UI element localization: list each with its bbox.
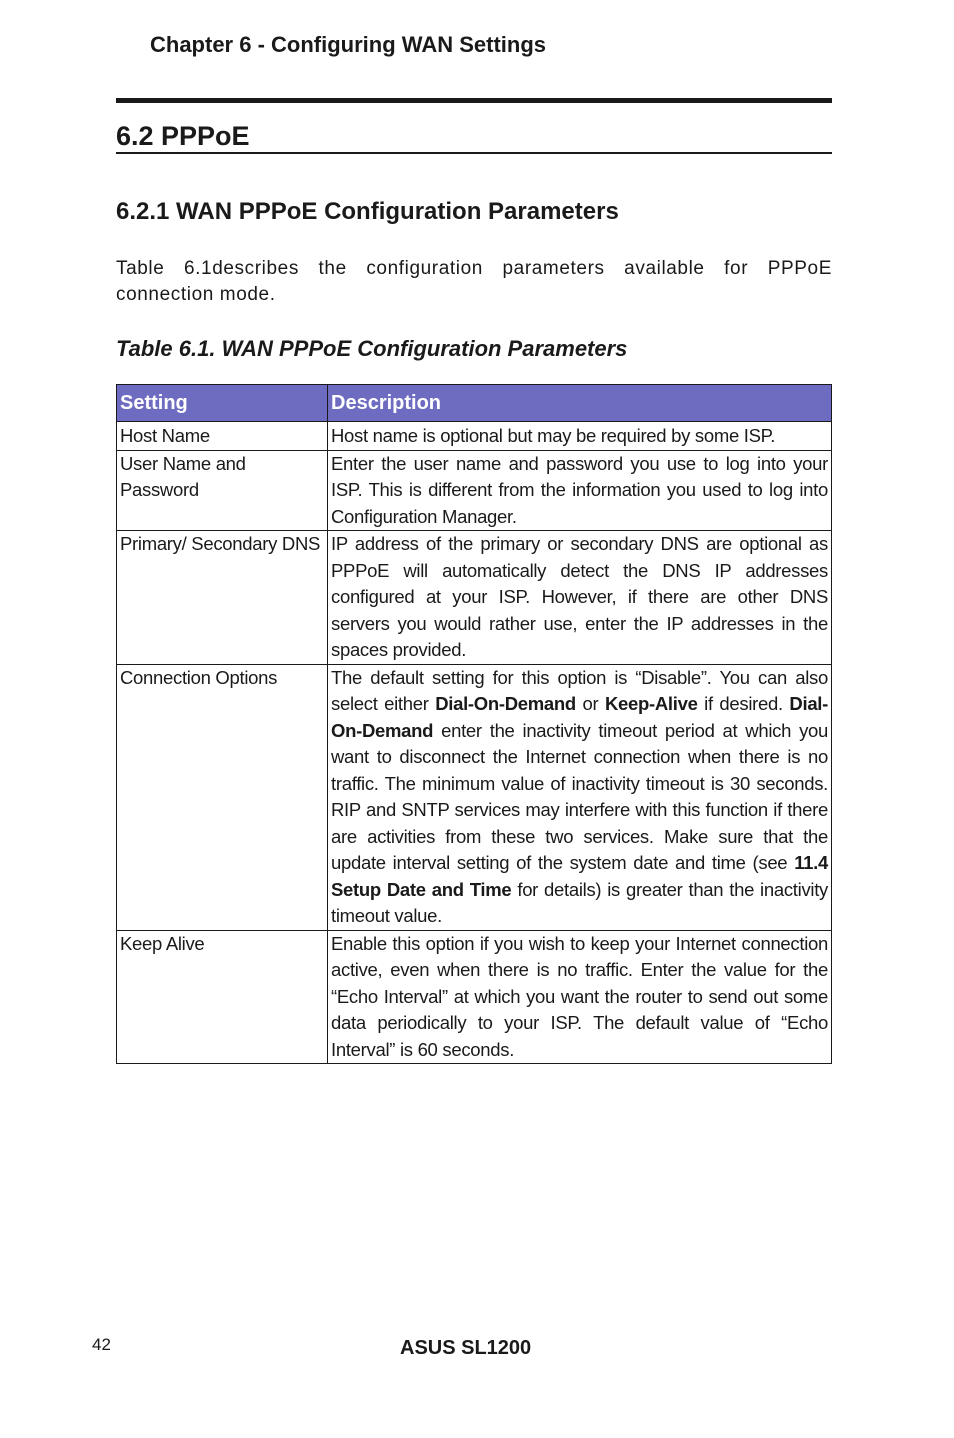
intro-paragraph: Table 6.1describes the configuration parameters available for PPPoE connection mode. (116, 258, 832, 305)
column-header-setting: Setting (117, 385, 328, 422)
desc-text: enter the inactivity timeout period at which you want to disconnect the Internet connection when there is no traffic. The minimum value of inactivity timeout is 30 seconds. RIP and SNTP services may interfere with this function if there are activities from these two services. Make sure that the update interval setting of the system date and time (see (331, 719, 828, 873)
table-caption: Table 6.1. WAN PPPoE Configuration Parameters (116, 336, 628, 361)
footer-product-name: ASUS SL1200 (400, 1337, 532, 1359)
setting-cell: Primary/ Secondary DNS (117, 531, 328, 665)
desc-bold-text: Keep-Alive (604, 693, 698, 714)
setting-cell: Host Name (117, 422, 328, 451)
desc-text: The default setting for this option is “Disable”. You can also select either (331, 666, 828, 714)
desc-bold-text: 11.4 Setup Date and Time (331, 852, 828, 900)
description-cell: Enter the user name and password you use to log into your ISP. This is different from the information you used to log into Configuration Manager. (328, 450, 832, 531)
setting-cell: User Name and Password (117, 450, 328, 531)
table-row (117, 930, 832, 1064)
desc-bold-text: Dial-On-Demand (435, 693, 576, 714)
header-rule (116, 98, 832, 103)
page-number: 42 (92, 1335, 111, 1354)
description-cell: Host name is optional but may be required by some ISP. (328, 422, 832, 451)
desc-text: or (575, 693, 605, 714)
column-header-description: Description (328, 385, 832, 422)
section-title: 6.2 PPPoE (116, 120, 832, 154)
table-header-row (117, 385, 832, 422)
table-row (117, 531, 832, 665)
table-row (117, 422, 832, 451)
parameters-table (116, 384, 832, 1064)
description-cell (328, 664, 832, 930)
chapter-header: Chapter 6 - Configuring WAN Settings (150, 32, 546, 57)
table-row (117, 450, 832, 531)
description-cell: IP address of the primary or secondary DNS are optional as PPPoE will automatically detect the DNS IP addresses configured at your ISP. However, if there are other DNS servers you would rather use, enter the IP addresses in the spaces provided. (328, 531, 832, 665)
description-cell: Enable this option if you wish to keep your Internet connection active, even when there is no traffic. Enter the value for the “Echo Interval” at which you want the router to send out some data periodically to your ISP. The default value of “Echo Interval” is 60 seconds. (328, 930, 832, 1064)
setting-cell: Keep Alive (117, 930, 328, 1064)
subsection-title: 6.2.1 WAN PPPoE Configuration Parameters (116, 198, 619, 225)
table-row (117, 664, 832, 930)
desc-text: for details) is greater than the inactivity timeout value. (331, 878, 828, 926)
desc-bold-text: Dial-On-Demand (331, 693, 829, 741)
desc-text: if desired. (697, 693, 790, 714)
setting-cell: Connection Options (117, 664, 328, 930)
